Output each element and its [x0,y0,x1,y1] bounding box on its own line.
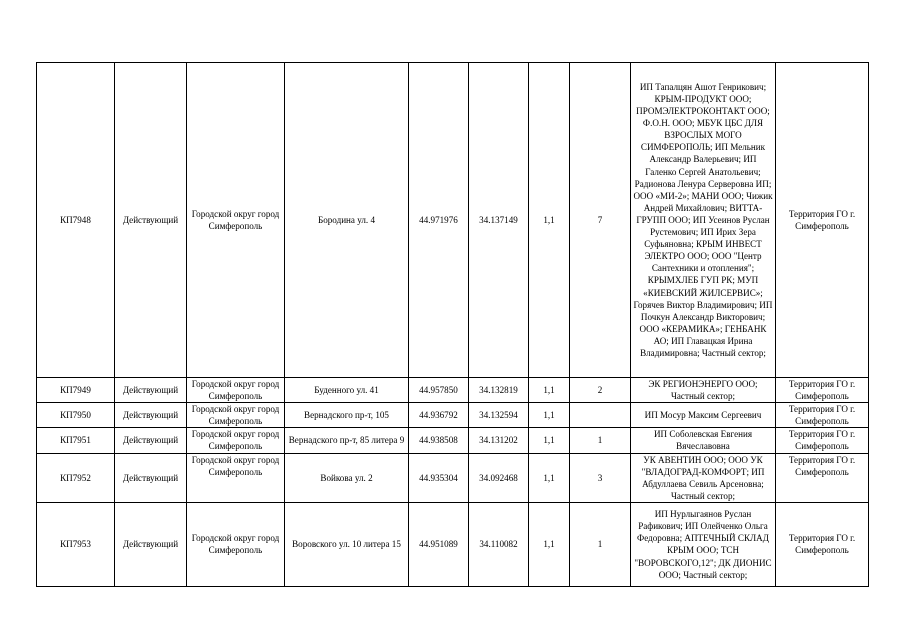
table-row [37,378,869,403]
container-count-cell [570,403,631,428]
latitude-cell: 44.935304 [409,453,469,502]
collection-points-table [36,62,869,587]
point-code-cell: КП7948 [37,63,115,378]
status-cell: Действующий [115,63,187,378]
address-cell: Бородина ул. 4 [285,63,409,378]
longitude-cell: 34.132594 [469,403,529,428]
volume-cell: 1,1 [529,502,570,586]
volume-cell: 1,1 [529,63,570,378]
container-count-cell: 1 [570,502,631,586]
territory-cell: Территория ГО г. Симферополь [776,378,869,403]
status-cell: Действующий [115,502,187,586]
address-cell: Войкова ул. 2 [285,453,409,502]
point-code-cell: КП7953 [37,502,115,586]
territory-cell: Территория ГО г. Симферополь [776,453,869,502]
address-cell: Вернадского пр-т, 85 литера 9 [285,428,409,453]
longitude-cell: 34.132819 [469,378,529,403]
territory-cell: Территория ГО г. Симферополь [776,502,869,586]
district-cell: Городской округ город Симферополь [187,63,285,378]
longitude-cell: 34.131202 [469,428,529,453]
table-row [37,453,869,502]
point-code-cell: КП7952 [37,453,115,502]
volume-cell: 1,1 [529,428,570,453]
volume-cell: 1,1 [529,403,570,428]
organizations-cell: ИП Тапалцян Ашот Генрикович; КРЫМ-ПРОДУКТ ООО; ПРОМЭЛЕКТРОКОНТАКТ ООО; Ф.О.Н. ООО; МБУК ЦБС ДЛЯ ВЗРОСЛЫХ МОГО СИМФЕРОПОЛЬ; ИП Мельник Александр Валерьевич; ИП Галенко Сергей Анатольевич; Радионова Ленура Серверовна ИП; ООО «МИ-2»; МАНИ ООО; Чижик Андрей Михайлович; ВИТТА-ГРУПП ООО; ИП Усеинов Руслан Рустемович; ИП Ирих Зера Суфьяновна; КРЫМ ИНВЕСТ ЭЛЕКТРО ООО; ООО "Центр Сантехники и отопления"; КРЫМХЛЕБ ГУП РК; МУП «КИЕВСКИЙ ЖИЛСЕРВИС»; Горячев Виктор Владимирович; ИП Почкун Александр Викторович; ООО «КЕРАМИКА»; ГЕНБАНК АО; ИП Главацкая Ирина Владимировна; Частный сектор; [631,63,776,378]
district-cell: Городской округ город Симферополь [187,403,285,428]
address-cell: Воровского ул. 10 литера 15 [285,502,409,586]
status-cell: Действующий [115,428,187,453]
status-cell: Действующий [115,378,187,403]
address-cell: Буденного ул. 41 [285,378,409,403]
table-row [37,63,869,378]
longitude-cell: 34.137149 [469,63,529,378]
territory-cell: Территория ГО г. Симферополь [776,403,869,428]
territory-cell: Территория ГО г. Симферополь [776,63,869,378]
table-row [37,403,869,428]
district-cell: Городской округ город Симферополь [187,502,285,586]
organizations-cell: УК АВЕНТИН ООО; ООО УК "ВЛАДОГРАД-КОМФОРТ; ИП Абдуллаева Севиль Арсеновна; Частный сектор; [631,453,776,502]
volume-cell: 1,1 [529,453,570,502]
latitude-cell: 44.957850 [409,378,469,403]
district-cell: Городской округ город Симферополь [187,453,285,502]
organizations-cell: ЭК РЕГИОНЭНЕРГО ООО; Частный сектор; [631,378,776,403]
organizations-cell: ИП Нурлыгаянов Руслан Рафикович; ИП Олейченко Ольга Федоровна; АПТЕЧНЫЙ СКЛАД КРЫМ ООО; ТСН "ВОРОВСКОГО,12"; ДК ДИОНИС ООО; Частный сектор; [631,502,776,586]
document-page [36,62,868,587]
table-row [37,502,869,586]
volume-cell: 1,1 [529,378,570,403]
point-code-cell: КП7950 [37,403,115,428]
latitude-cell: 44.936792 [409,403,469,428]
organizations-cell: ИП Мосур Максим Сергеевич [631,403,776,428]
status-cell: Действующий [115,403,187,428]
status-cell: Действующий [115,453,187,502]
container-count-cell: 1 [570,428,631,453]
table-row [37,428,869,453]
container-count-cell: 3 [570,453,631,502]
territory-cell: Территория ГО г. Симферополь [776,428,869,453]
latitude-cell: 44.971976 [409,63,469,378]
point-code-cell: КП7949 [37,378,115,403]
district-cell: Городской округ город Симферополь [187,428,285,453]
organizations-cell: ИП Соболевская Евгения Вячеславовна [631,428,776,453]
latitude-cell: 44.951089 [409,502,469,586]
address-cell: Вернадского пр-т, 105 [285,403,409,428]
container-count-cell: 7 [570,63,631,378]
longitude-cell: 34.092468 [469,453,529,502]
longitude-cell: 34.110082 [469,502,529,586]
district-cell: Городской округ город Симферополь [187,378,285,403]
point-code-cell: КП7951 [37,428,115,453]
latitude-cell: 44.938508 [409,428,469,453]
container-count-cell: 2 [570,378,631,403]
